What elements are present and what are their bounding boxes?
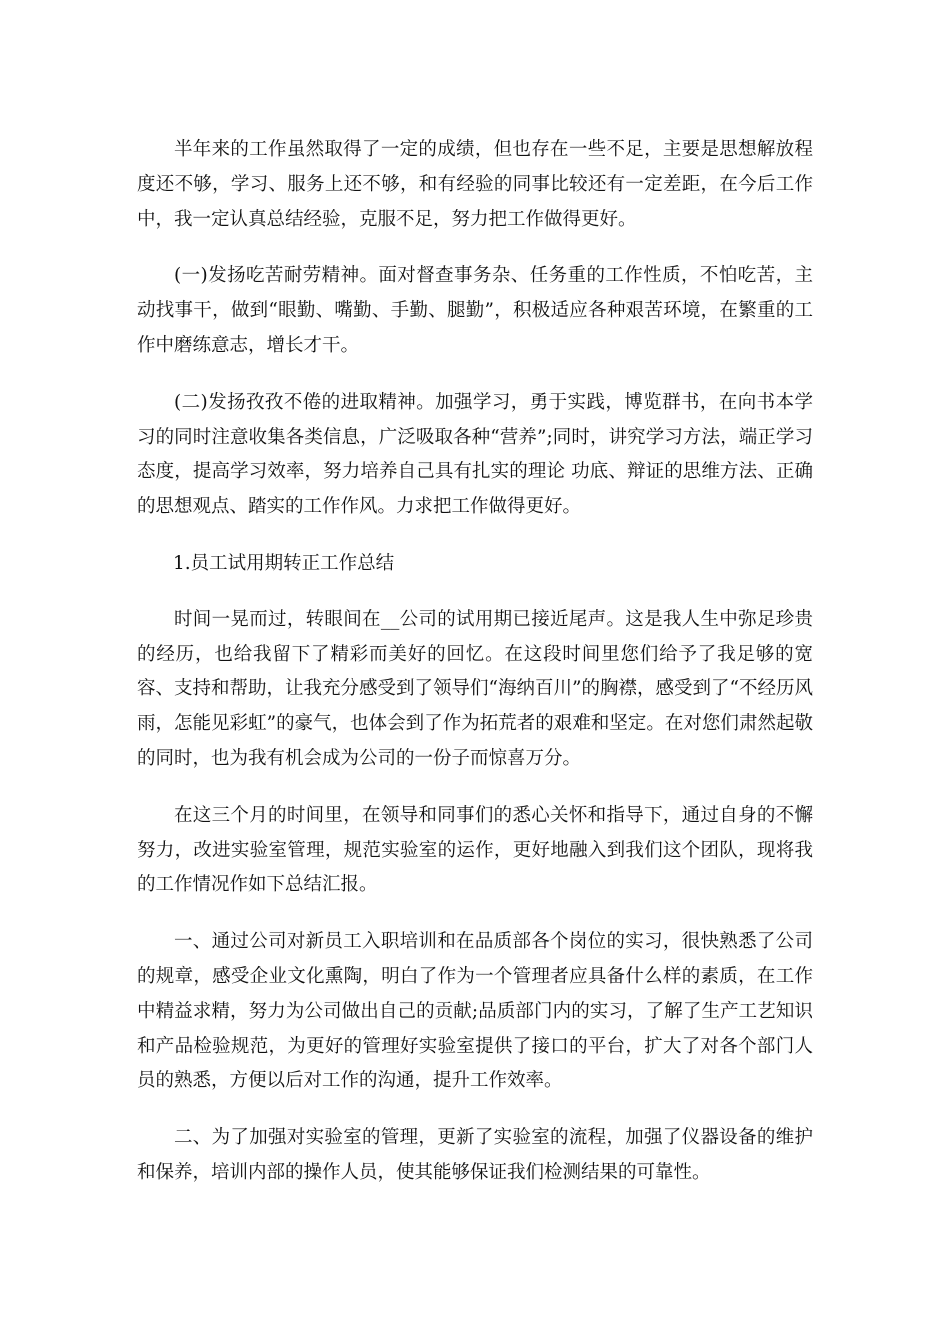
paragraph-item-two: 二、为了加强对实验室的管理，更新了实验室的流程，加强了仪器设备的维护和保养，培训内部的操作人员，使其能够保证我们检测结果的可靠性。 xyxy=(137,1127,813,1183)
paragraph-point-one: (一)发扬吃苦耐劳精神。面对督查事务杂、任务重的工作性质，不怕吃苦，主动找事干，做到“眼勤、嘴勤、手勤、腿勤”，积极适应各种艰苦环境，在繁重的工作中磨练意志，增长才干。 xyxy=(137,265,813,356)
paragraph-point-two: (二)发扬孜孜不倦的进取精神。加强学习，勇于实践，博览群书，在向书本学习的同时注意收集各类信息，广泛吸取各种“营养”;同时，讲究学习方法，端正学习态度，提高学习效率，努力培养自己具有扎实的理论 功底、辩证的思维方法、正确的思想观点、踏实的工作作风。力求把工作做得更好。 xyxy=(137,391,813,518)
paragraph-three-months: 在这三个月的时间里，在领导和同事们的悉心关怀和指导下，通过自身的不懈努力，改进实验室管理，规范实验室的运作，更好地融入到我们这个团队，现将我的工作情况作如下总结汇报。 xyxy=(137,804,813,896)
paragraph-summary: 半年来的工作虽然取得了一定的成绩，但也存在一些不足，主要是思想解放程度还不够，学习、服务上还不够，和有经验的同事比较还有一定差距，在今后工作中，我一定认真总结经验，克服不足，努力把工作做得更好。 xyxy=(137,139,813,230)
section-heading: 1.员工试用期转正工作总结 xyxy=(173,552,395,574)
document-page xyxy=(137,133,813,1213)
paragraph-item-one: 一、通过公司对新员工入职培训和在品质部各个岗位的实习，很快熟悉了公司的规章，感受企业文化熏陶，明白了作为一个管理者应具备什么样的素质，在工作中精益求精，努力为公司做出自己的贡献;品质部门内的实习，了解了生产工艺知识和产品检验规范，为更好的管理好实验室提供了接口的平台，扩大了对各个部门人员的熟悉，方便以后对工作的沟通，提升工作效率。 xyxy=(137,931,813,1092)
paragraph-intro: 时间一晃而过，转眼间在__公司的试用期已接近尾声。这是我人生中弥足珍贵的经历，也给我留下了精彩而美好的回忆。在这段时间里您们给予了我足够的宽容、支持和帮助，让我充分感受到了领导们“海纳百川”的胸襟，感受到了“不经历风雨，怎能见彩虹”的豪气，也体会到了作为拓荒者的艰难和坚定。在对您们肃然起敬的同时，也为我有机会成为公司的一份子而惊喜万分。 xyxy=(137,608,813,769)
